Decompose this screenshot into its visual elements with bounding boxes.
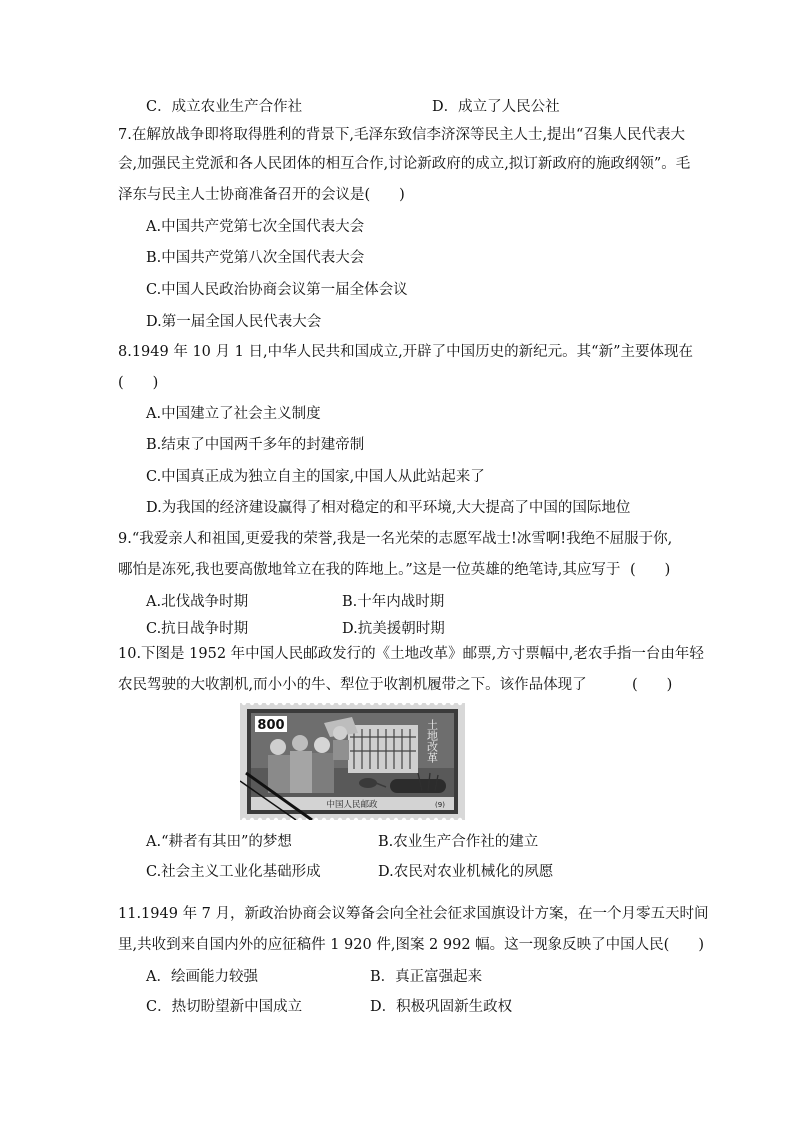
- question-7-option-b: B.中国共产党第八次全国代表大会: [146, 250, 365, 266]
- question-9-option-b: B.十年内战时期: [342, 594, 445, 610]
- stamp-value: 800: [257, 718, 285, 733]
- question-9-option-d: D.抗美援朝时期: [342, 621, 445, 637]
- question-8-line-1: 8.1949 年 10 月 1 日,中华人民共和国成立,开辟了中国历史的新纪元。其“新”主要体现在: [118, 344, 693, 360]
- question-9-option-a: A.北伐战争时期: [146, 594, 249, 610]
- question-10-option-d: D.农民对农业机械化的夙愿: [378, 864, 554, 880]
- question-10-option-c: C.社会主义工业化基础形成: [146, 864, 321, 880]
- question-10-line-2: 农民驾驶的大收割机,而小小的牛、犁位于收割机履带之下。该作品体现了: [118, 677, 587, 693]
- question-7-line-2: 会,加强民主党派和各人民团体的相互合作,讨论新政府的成立,拟订新政府的施政纲领”。毛: [118, 156, 691, 172]
- question-9-line-1: 9.“我爱亲人和祖国,更爱我的荣誉,我是一名光荣的志愿军战士!冰雪啊!我绝不屈服于你,: [118, 531, 673, 547]
- question-11-option-b: B．真正富强起来: [370, 969, 483, 985]
- question-8-option-b: B.结束了中国两千多年的封建帝制: [146, 437, 365, 453]
- land-reform-stamp-image: [240, 703, 465, 820]
- stamp-issuer: 中国人民邮政: [326, 800, 378, 810]
- question-7-option-c: C.中国人民政治协商会议第一届全体会议: [146, 282, 408, 298]
- option-d: D．成立了人民公社: [432, 99, 560, 115]
- question-11-line-2: 里,共收到来自国内外的应征稿件 1 920 件,图案 2 992 幅。这一现象反映了中国人民( ): [118, 937, 704, 953]
- question-9-option-c: C.抗日战争时期: [146, 621, 249, 637]
- question-7-option-d: D.第一届全国人民代表大会: [146, 314, 322, 330]
- question-7-line-3: 泽东与民主人士协商准备召开的会议是( ): [118, 187, 405, 203]
- stamp-code: (9): [435, 801, 445, 809]
- question-11-option-d: D．积极巩固新生政权: [370, 999, 513, 1015]
- question-10-option-a: A.“耕者有其田”的梦想: [146, 834, 292, 850]
- question-8-option-c: C.中国真正成为独立自主的国家,中国人从此站起来了: [146, 469, 485, 485]
- question-11-line-1: 11.1949 年 7 月，新政治协商会议筹备会向全社会征求国旗设计方案，在一个月零五天时间: [118, 906, 709, 922]
- question-8-option-a: A.中国建立了社会主义制度: [146, 406, 321, 422]
- question-10-line-1: 10.下图是 1952 年中国人民邮政发行的《土地改革》邮票,方寸票幅中,老农手指一台由年轻: [118, 646, 704, 662]
- question-9-answer-paren: ( ): [630, 562, 671, 578]
- question-11-option-a: A．绘画能力较强: [146, 969, 258, 985]
- question-10-option-b: B.农业生产合作社的建立: [378, 834, 539, 850]
- stamp-title: 土地改革: [425, 719, 439, 763]
- question-10-answer-paren: ( ): [632, 677, 673, 693]
- question-11-option-c: C．热切盼望新中国成立: [146, 999, 303, 1015]
- question-8-line-2: ( ): [118, 375, 159, 391]
- stamp-illustration: [240, 703, 465, 820]
- option-c: C．成立农业生产合作社: [146, 99, 303, 115]
- question-7-line-1: 7.在解放战争即将取得胜利的背景下,毛泽东致信李济深等民主人士,提出“召集人民代表大: [118, 127, 685, 143]
- question-8-option-d: D.为我国的经济建设赢得了相对稳定的和平环境,大大提高了中国的国际地位: [146, 500, 631, 516]
- question-9-line-2: 哪怕是冻死,我也要高傲地耸立在我的阵地上。”这是一位英雄的绝笔诗,其应写于: [118, 562, 621, 578]
- question-7-option-a: A.中国共产党第七次全国代表大会: [146, 219, 365, 235]
